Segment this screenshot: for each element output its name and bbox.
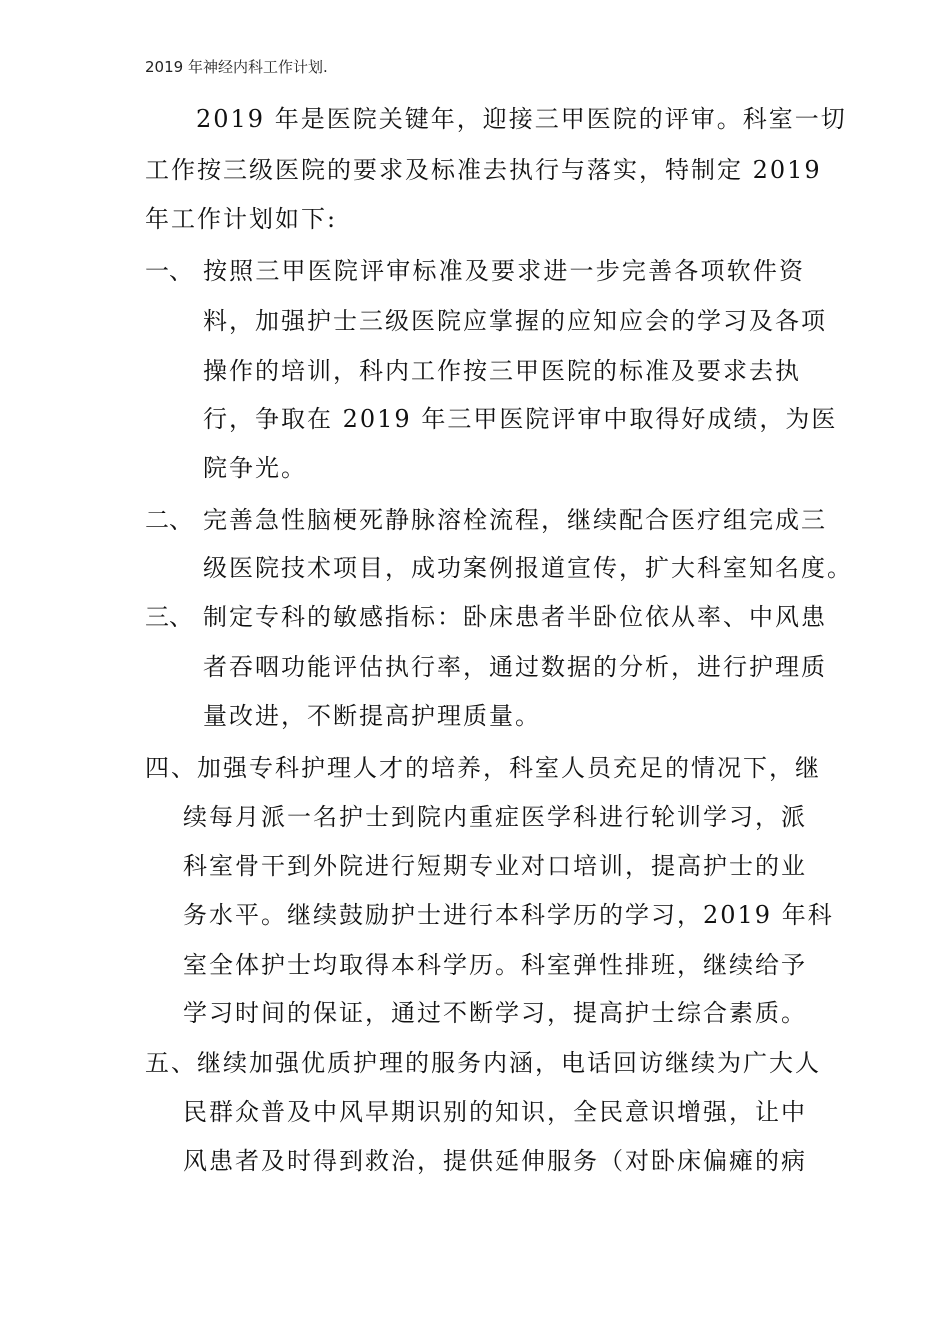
item-line: 制定专科的敏感指标：卧床患者半卧位依从率、中风患 bbox=[203, 603, 827, 631]
item-number: 一、 bbox=[145, 257, 193, 285]
item-line: 务水平。继续鼓励护士进行本科学历的学习，2019 年科 bbox=[183, 901, 834, 929]
item-line: 续每月派一名护士到院内重症医学科进行轮训学习，派 bbox=[183, 803, 807, 831]
item-line: 料，加强护士三级医院应掌握的应知应会的学习及各项 bbox=[203, 307, 827, 335]
item-line: 按照三甲医院评审标准及要求进一步完善各项软件资 bbox=[203, 257, 805, 285]
item-number: 二、 bbox=[145, 506, 193, 534]
item-line: 级医院技术项目，成功案例报道宣传，扩大科室知名度。 bbox=[203, 554, 853, 582]
item-first-line: 加强专科护理人才的培养，科室人员充足的情况下，继 bbox=[197, 754, 821, 782]
item-line bbox=[145, 753, 821, 783]
item-line: 操作的培训，科内工作按三甲医院的标准及要求去执 bbox=[203, 357, 801, 385]
intro-line: 2019 年是医院关键年，迎接三甲医院的评审。科室一切 bbox=[196, 105, 847, 133]
item-first-line: 继续加强优质护理的服务内涵，电话回访继续为广大人 bbox=[197, 1049, 821, 1077]
item-line: 完善急性脑梗死静脉溶栓流程，继续配合医疗组完成三 bbox=[203, 506, 827, 534]
item-line: 科室骨干到外院进行短期专业对口培训，提高护士的业 bbox=[183, 852, 807, 880]
item-line: 院争光。 bbox=[203, 454, 307, 482]
item-line: 民群众普及中风早期识别的知识，全民意识增强，让中 bbox=[183, 1098, 807, 1126]
item-line: 行，争取在 2019 年三甲医院评审中取得好成绩，为医 bbox=[203, 405, 838, 433]
intro-line: 年工作计划如下: bbox=[145, 205, 338, 233]
item-number: 三、 bbox=[145, 603, 193, 631]
item-line: 室全体护士均取得本科学历。科室弹性排班，继续给予 bbox=[183, 951, 807, 979]
item-line: 学习时间的保证，通过不断学习，提高护士综合素质。 bbox=[183, 999, 807, 1027]
item-line: 风患者及时得到救治，提供延伸服务（对卧床偏瘫的病 bbox=[183, 1147, 807, 1175]
item-number: 五、 bbox=[145, 1049, 197, 1077]
intro-line: 工作按三级医院的要求及标准去执行与落实，特制定 2019 bbox=[145, 156, 822, 184]
item-line bbox=[145, 1048, 821, 1078]
page-header: 2019 年神经内科工作计划. bbox=[145, 58, 328, 76]
item-line: 者吞咽功能评估执行率，通过数据的分析，进行护理质 bbox=[203, 653, 827, 681]
item-number: 四、 bbox=[145, 754, 197, 782]
item-line: 量改进，不断提高护理质量。 bbox=[203, 702, 541, 730]
